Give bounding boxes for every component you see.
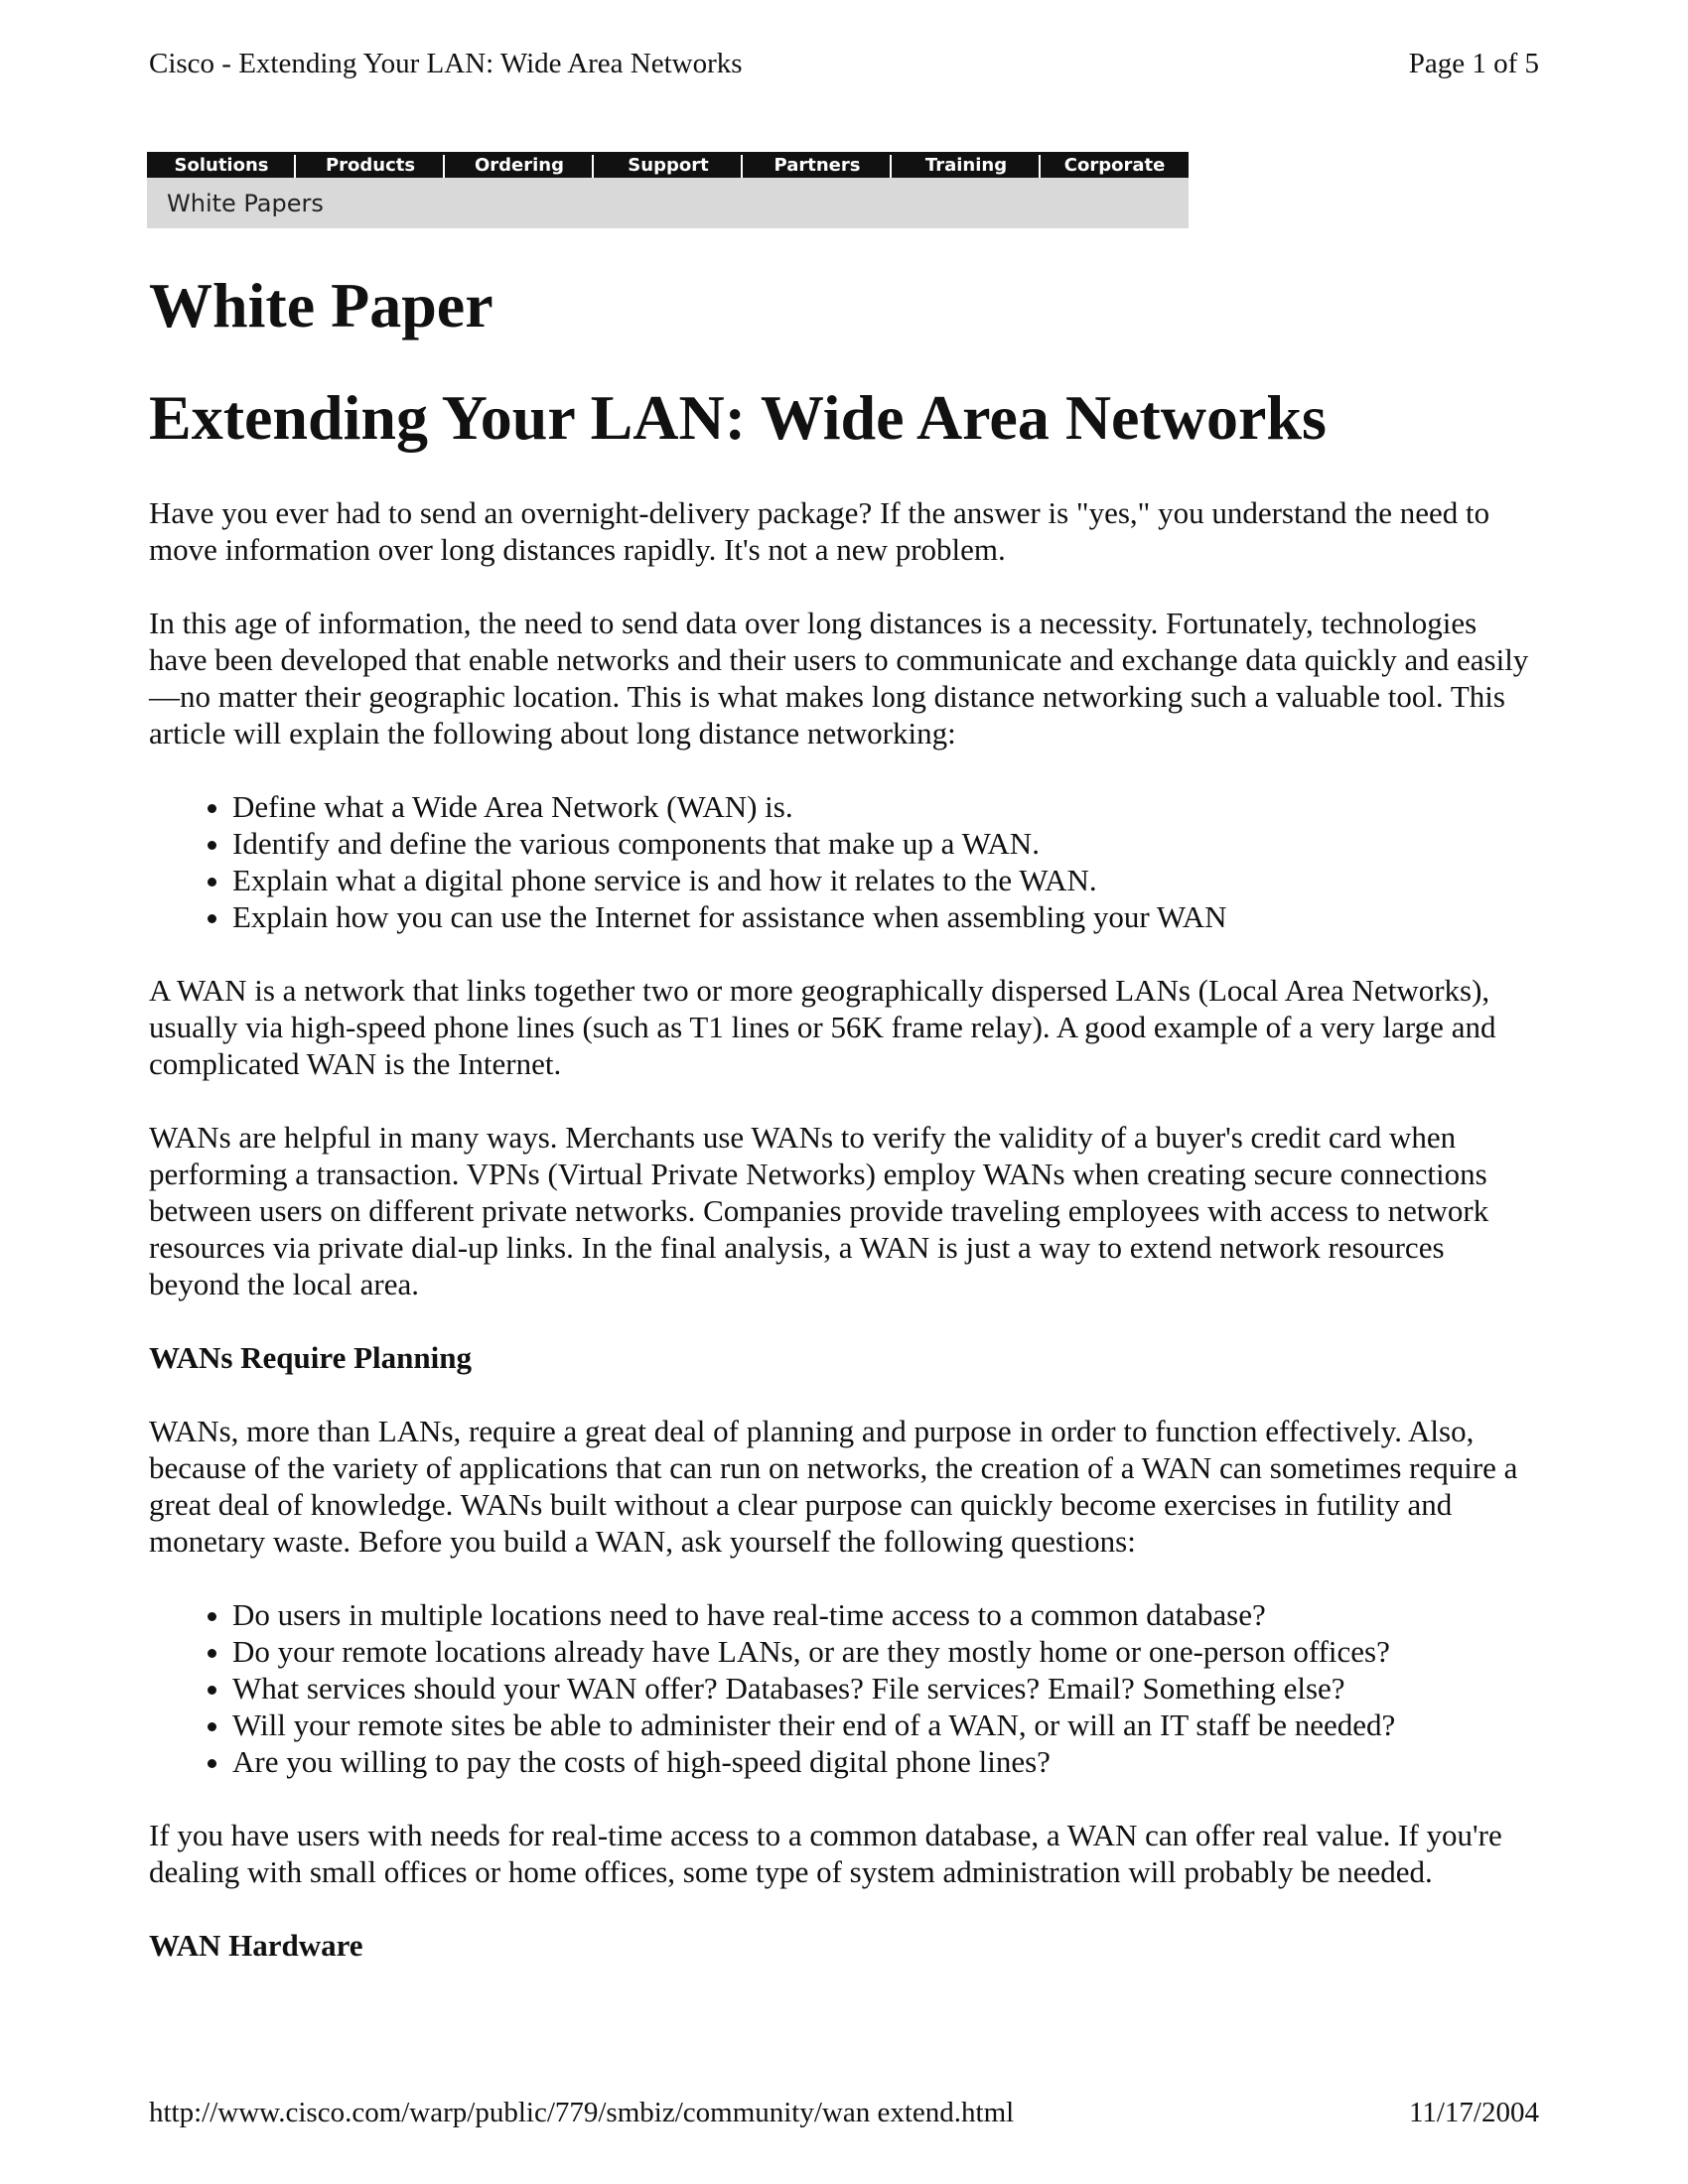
print-footer-url: http://www.cisco.com/warp/public/779/smbiz/community/wan extend.html [149,2097,1015,2128]
list-item: • What services should your WAN offer? Databases? File services? Email? Something else? [232,1670,1539,1706]
nav-item-products[interactable]: Products [296,152,445,178]
nav-item-ordering[interactable]: Ordering [445,152,594,178]
article-body [149,268,1539,1964]
planning-questions-list [149,1596,1539,1780]
page-title: Extending Your LAN: Wide Area Networks [149,381,1327,453]
list-item: • Will your remote sites be able to administer their end of a WAN, or will an IT staff be needed? [232,1706,1539,1743]
list-item: • Explain how you can use the Internet for assistance when assembling your WAN [232,898,1539,935]
paragraph-real-value: If you have users with needs for real-time access to a common database, a WAN can offer real value. If you're dealing with small offices or home offices, some type of system administration will probably be needed. [149,1817,1502,1889]
print-header-page-number: Page 1 of 5 [1408,48,1539,79]
print-header-title: Cisco - Extending Your LAN: Wide Area Networks [149,48,743,79]
list-item: • Identify and define the various components that make up a WAN. [232,825,1539,862]
list-item: • Are you willing to pay the costs of high-speed digital phone lines? [232,1743,1539,1780]
list-item: • Explain what a digital phone service is and how it relates to the WAN. [232,862,1539,898]
paragraph-wan-definition: A WAN is a network that links together two or more geographically dispersed LANs (Local Area Networks), usually via high-speed phone lines (such as T1 lines or 56K frame relay). A good example of a very large and complicated WAN is the Internet. [149,972,1496,1081]
print-footer-date: 11/17/2004 [1408,2097,1539,2128]
breadcrumb-white-papers[interactable]: White Papers [167,189,324,217]
nav-item-support[interactable]: Support [594,152,743,178]
section-heading-planning: WANs Require Planning [149,1339,472,1375]
nav-item-training[interactable]: Training [892,152,1041,178]
nav-item-solutions[interactable]: Solutions [147,152,296,178]
paragraph-wan-uses: WANs are helpful in many ways. Merchants use WANs to verify the validity of a buyer's credit card when performing a transaction. VPNs (Virtual Private Networks) employ WANs when creating secure connections between users on different private networks. Companies provide traveling employees with access to network resources via private dial-up links. In the final analysis, a WAN is just a way to extend network resources beyond the local area. [149,1119,1489,1301]
paragraph-intro-2: In this age of information, the need to send data over long distances is a necessity. Fortunately, technologies have been developed that enable networks and their users to communicate and exchange data quickly and easily—no matter their geographic location. This is what makes long distance networking such a valuable tool. This article will explain the following about long distance networking: [149,605,1529,751]
list-item: • Do users in multiple locations need to have real-time access to a common database? [232,1596,1539,1633]
document-kicker: White Paper [149,270,493,341]
objectives-list [149,788,1539,935]
section-heading-hardware: WAN Hardware [149,1927,363,1963]
print-footer [149,2097,1539,2136]
list-item: • Do your remote locations already have LANs, or are they mostly home or one-person offices? [232,1633,1539,1670]
print-header [149,48,1539,87]
nav-item-partners[interactable]: Partners [743,152,892,178]
paragraph-planning: WANs, more than LANs, require a great deal of planning and purpose in order to function effectively. Also, because of the variety of applications that can run on networks, the creation of a WAN can sometimes require a great deal of knowledge. WANs built without a clear purpose can quickly become exercises in futility and monetary waste. Before you build a WAN, ask yourself the following questions: [149,1413,1518,1559]
list-item: • Define what a Wide Area Network (WAN) is. [232,788,1539,825]
top-nav-bar [147,152,1189,178]
breadcrumb [147,178,1189,228]
nav-item-corporate[interactable]: Corporate [1063,154,1166,176]
paragraph-intro-1: Have you ever had to send an overnight-delivery package? If the answer is "yes," you understand the need to move information over long distances rapidly. It's not a new problem. [149,494,1490,567]
